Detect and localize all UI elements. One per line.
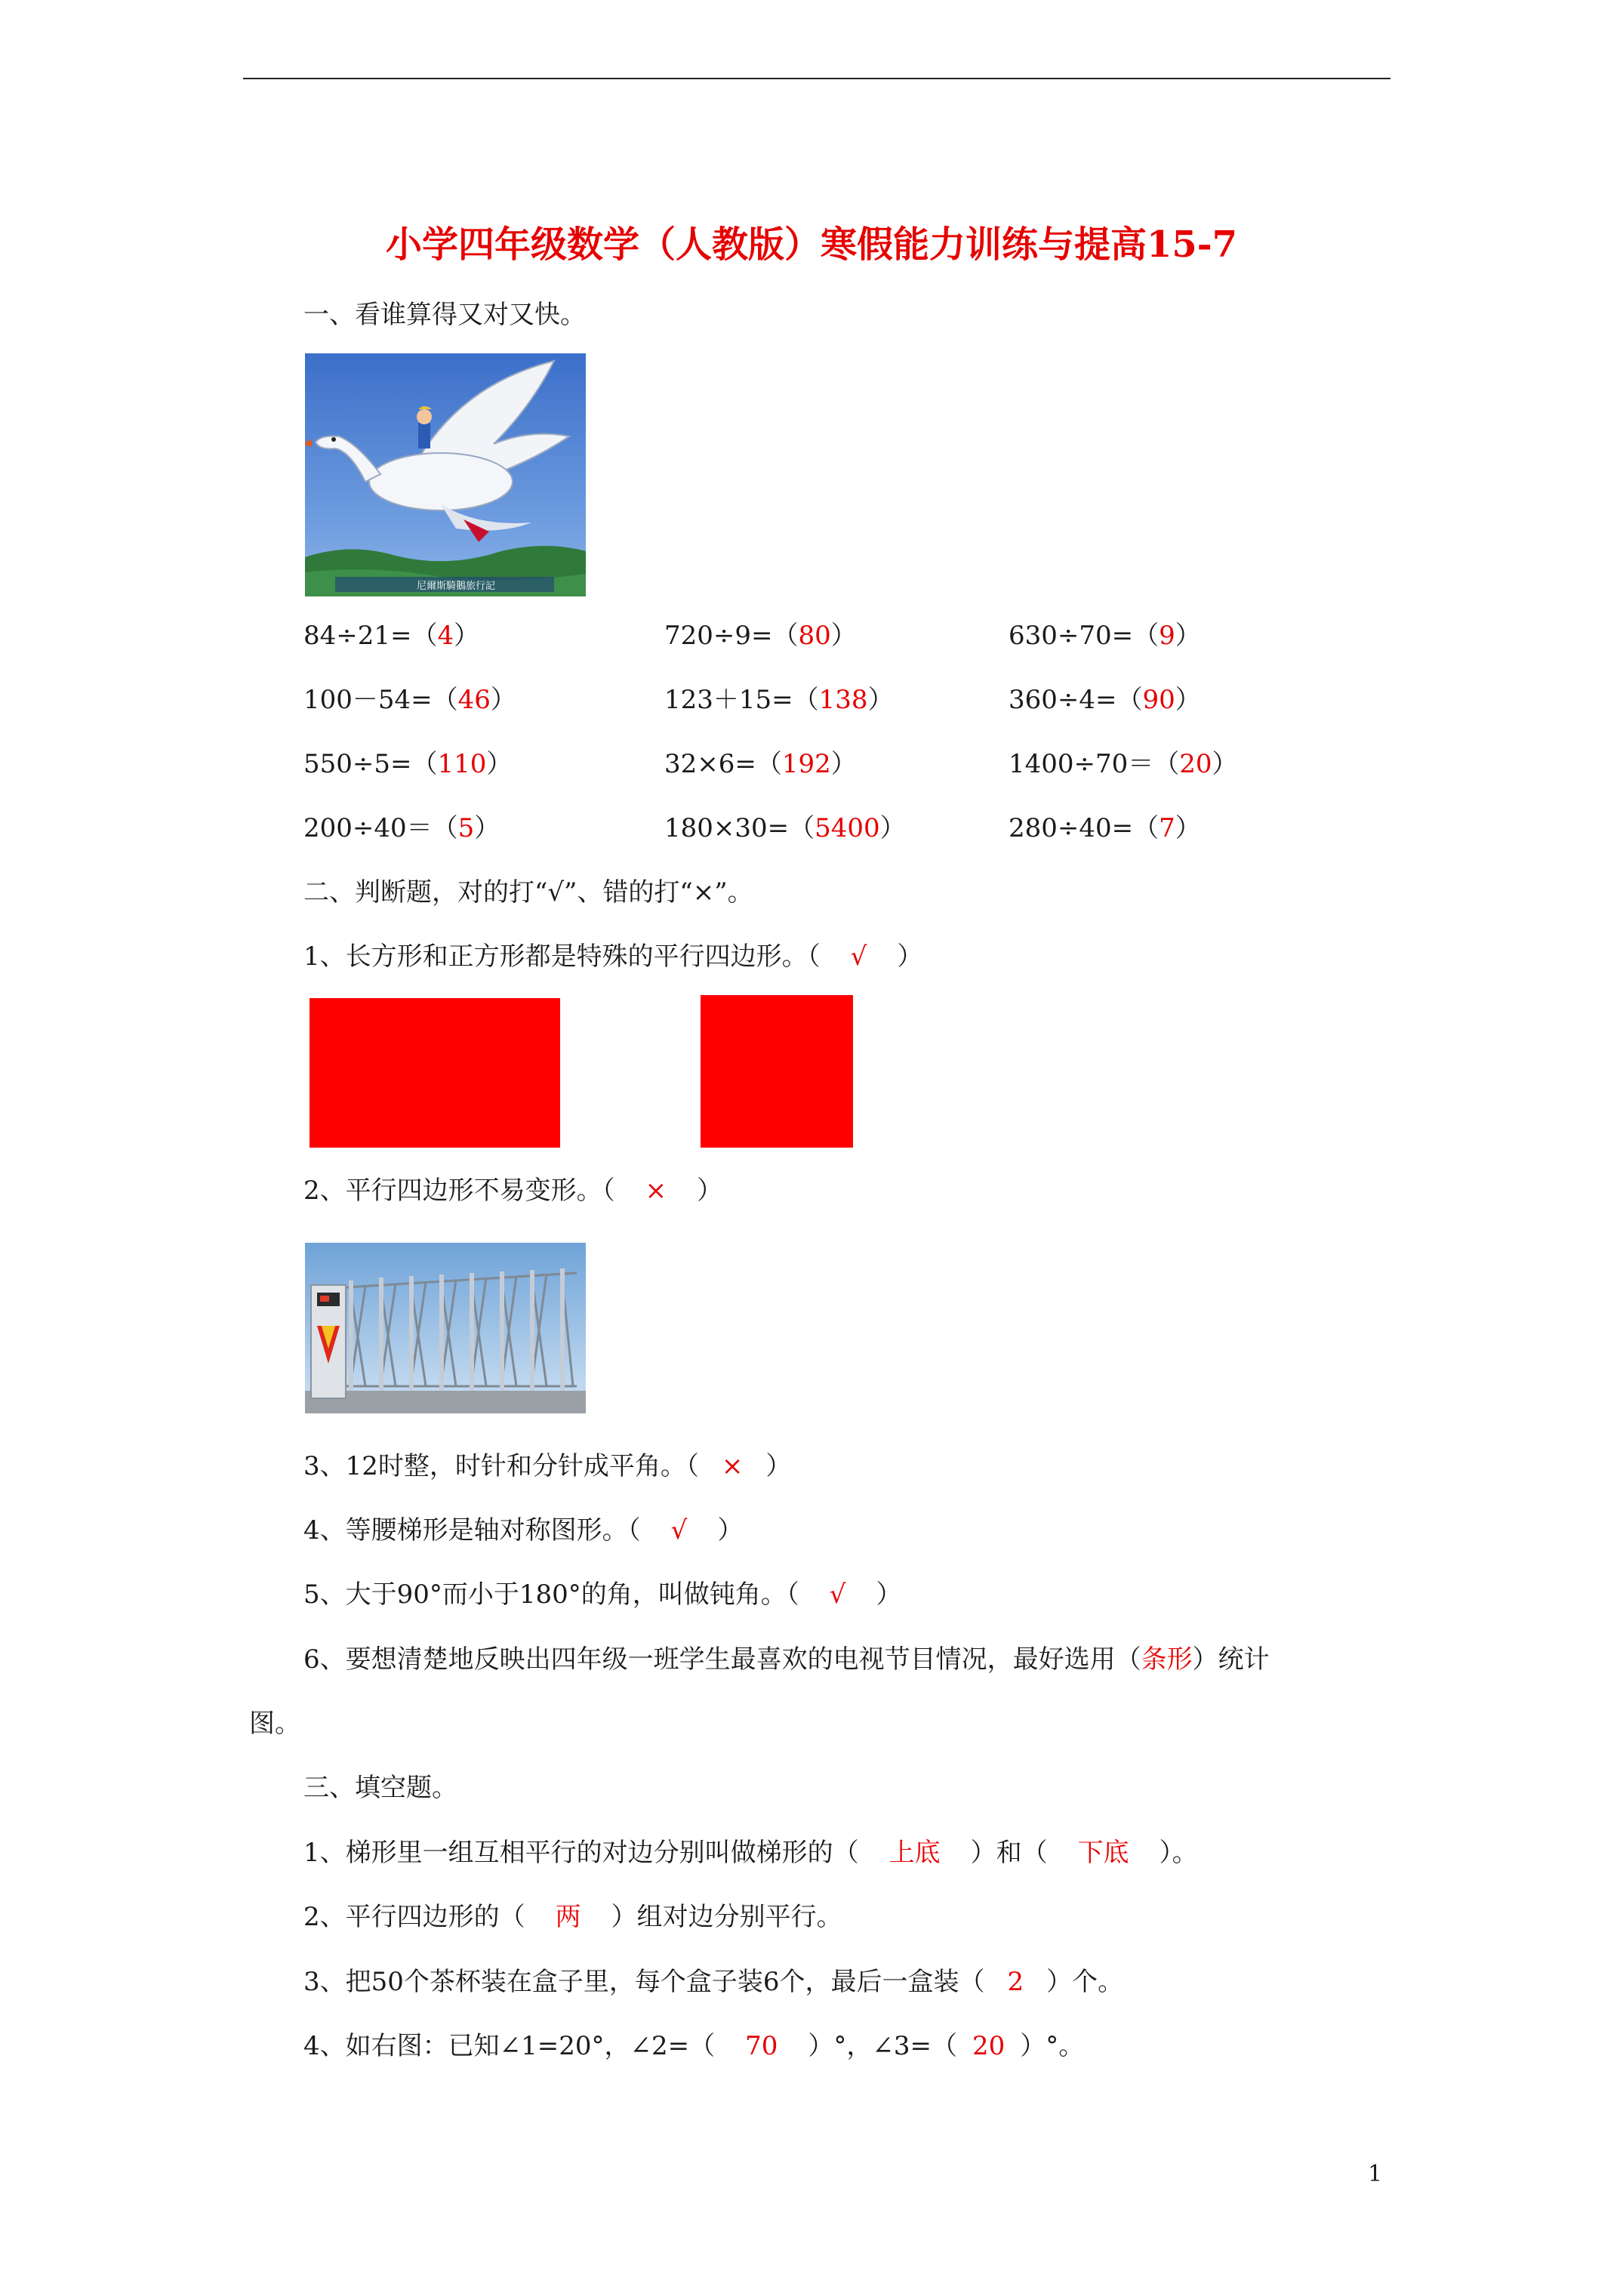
header-rule — [243, 78, 1390, 79]
calc-item: 550÷5=（110） — [303, 749, 513, 779]
section3-heading: 三、填空题。 — [303, 1773, 457, 1803]
judge-question-1: 1、长方形和正方形都是特殊的平行四边形。（ √ ） — [303, 942, 923, 972]
calc-item: 123＋15=（138） — [664, 685, 894, 715]
section2-heading: 二、判断题，对的打“√”、错的打“×”。 — [303, 877, 753, 908]
calc-item: 630÷70=（9） — [1009, 621, 1201, 651]
section1-heading: 一、看谁算得又对又快。 — [303, 300, 586, 330]
judge-question-6-continued: 图。 — [249, 1709, 300, 1739]
calc-item: 200÷40＝（5） — [303, 813, 500, 843]
calc-item: 1400÷70＝（20） — [1009, 749, 1238, 779]
calc-item: 100－54=（46） — [303, 685, 516, 715]
calc-item: 360÷4=（90） — [1009, 685, 1201, 715]
calc-item: 180×30=（5400） — [664, 813, 906, 843]
retractable-gate-photo — [305, 1243, 586, 1413]
judge-question-6: 6、要想清楚地反映出四年级一班学生最喜欢的电视节目情况，最好选用（条形）统计 — [303, 1644, 1270, 1675]
fill-question-1: 1、梯形里一组互相平行的对边分别叫做梯形的（ 上底 ）和（ 下底 ）。 — [303, 1838, 1198, 1868]
fill-question-2: 2、平行四边形的（ 两 ）组对边分别平行。 — [303, 1902, 842, 1932]
calc-item: 720÷9=（80） — [664, 621, 857, 651]
fill-question-4: 4、如右图：已知∠1=20°，∠2=（ 70 ）°，∠3=（ 20 ）°。 — [303, 2031, 1085, 2061]
goose-illustration — [305, 353, 586, 596]
fill-question-3: 3、把50个茶杯装在盒子里，每个盒子装6个，最后一盒装（ 2 ）个。 — [303, 1967, 1124, 1997]
judge-question-3: 3、12时整，时针和分针成平角。（ × ） — [303, 1451, 792, 1481]
square-shape — [701, 995, 853, 1148]
page-number: 1 — [1368, 2161, 1383, 2187]
judge-question-2: 2、平行四边形不易变形。（ × ） — [303, 1176, 723, 1206]
rectangle-shape — [310, 998, 560, 1148]
page-title: 小学四年级数学（人教版）寒假能力训练与提高15-7 — [385, 223, 1238, 266]
judge-question-5: 5、大于90°而小于180°的角，叫做钝角。（ √ ） — [303, 1579, 902, 1610]
image-caption: 尼爾斯騎鵝旅行記 — [416, 581, 496, 592]
calc-item: 84÷21=（4） — [303, 621, 480, 651]
judge-question-4: 4、等腰梯形是轴对称图形。（ √ ） — [303, 1515, 744, 1546]
calc-item: 280÷40=（7） — [1009, 813, 1201, 843]
calc-item: 32×6=（192） — [664, 749, 857, 779]
